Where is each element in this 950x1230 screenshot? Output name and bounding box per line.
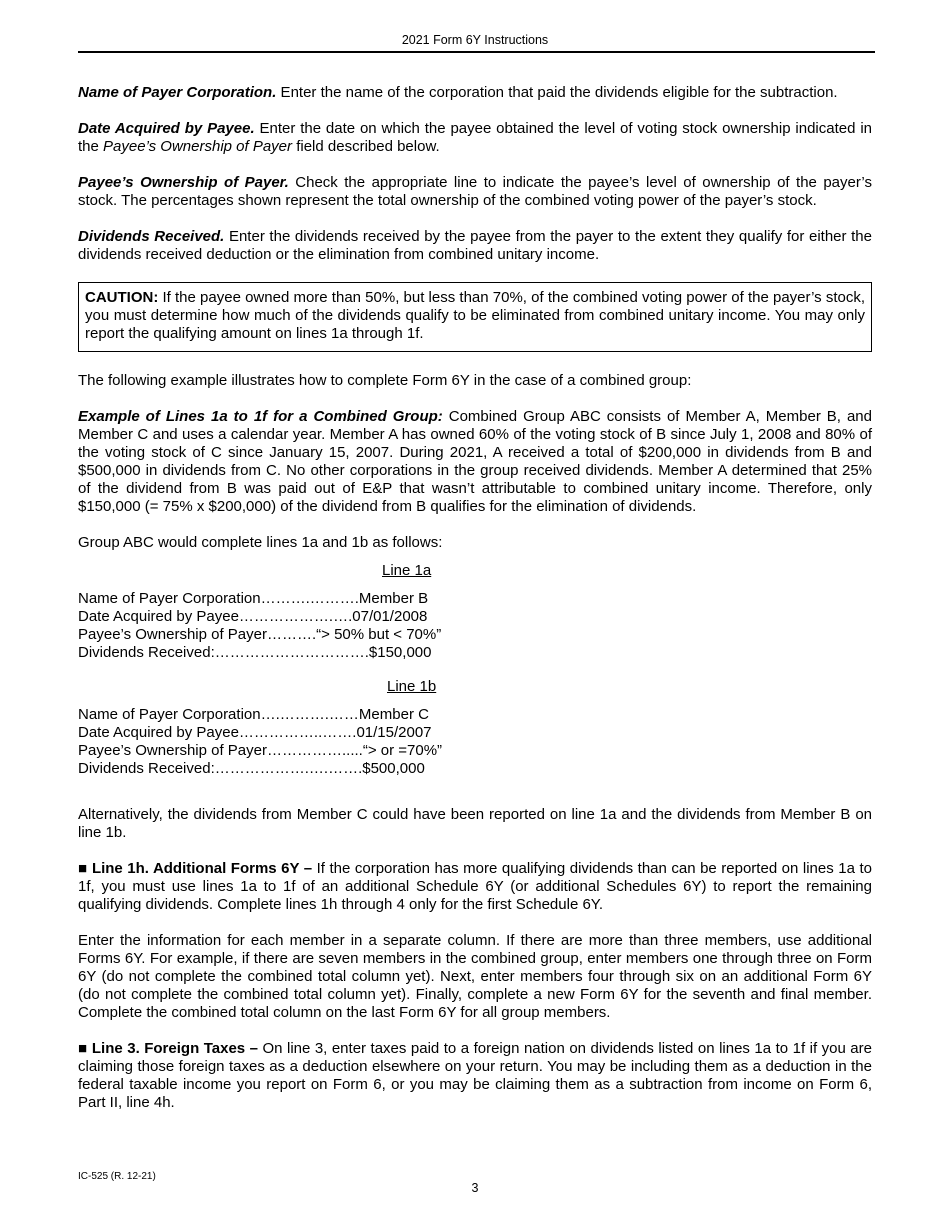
paragraph-group-intro: Group ABC would complete lines 1a and 1b as follows: xyxy=(78,534,443,551)
line-1a-row: Dividends Received:………………………….$150,000 xyxy=(78,644,432,661)
text-line-1h: If the corporation has more qualifying dividends than can be reported on lines 1a to 1f, you must use lines 1a to 1f of an additional Schedule 6Y (or additional Schedules 6Y) to report the remaining qualifying dividends. Complete lines 1h through 4 only for the first Schedule 6Y. xyxy=(78,860,872,913)
paragraph-dividends xyxy=(78,228,872,264)
text-dividends: Enter the dividends received by the payee from the payer to the extent they qualify for either the dividends received deduction or the elimination from combined unitary income. xyxy=(78,228,872,263)
text-date-acquired-ref: Payee’s Ownership of Payer xyxy=(103,138,293,155)
text-example: Combined Group ABC consists of Member A, Member B, and Member C and uses a calendar year. Member A has owned 60% of the voting stock of B since July 1, 2008 and 80% of the voting stock of C since January 15, 2007. During 2021, A received a total of $200,000 in dividends from B and $500,000 in dividends from C. No other corporations in the group received dividends. Member A determined that 25% of the dividend from B was paid out of E&P that wasn’t attributable to combined unitary income. Therefore, only $150,000 (= 75% x $200,000) of the dividend from B qualifies for the elimination of dividends. xyxy=(78,408,872,515)
line-1a-row: Date Acquired by Payee……………….….07/01/2008 xyxy=(78,608,428,625)
term-dividends: Dividends Received. xyxy=(78,228,225,245)
text-date-acquired-1: Enter the date on which the payee obtained the level of voting stock ownership indicated in the xyxy=(78,120,872,155)
line-1a-details xyxy=(78,590,872,662)
caution-text: If the payee owned more than 50%, but less than 70%, of the combined voting power of the payer’s stock, you must determine how much of the dividends qualify to be eliminated from combined unitary income. You may only report the qualifying amount on lines 1a through 1f. xyxy=(85,289,865,342)
header-rule xyxy=(78,51,875,53)
footer-page-number: 3 xyxy=(471,1181,479,1195)
term-line-1h: ■ Line 1h. Additional Forms 6Y – xyxy=(78,860,313,877)
term-line-3: ■ Line 3. Foreign Taxes – xyxy=(78,1040,258,1057)
text-payer-name: Enter the name of the corporation that paid the dividends eligible for the subtraction. xyxy=(276,84,838,101)
paragraph-members-columns: Enter the information for each member in a separate column. If there are more than three members, use additional Forms 6Y. For example, if there are seven members in the combined group, enter members one through three on Form 6Y (do not complete the combined total column yet). Next, enter members four through six on an additional Form 6Y (do not complete the combined total column yet). Finally, complete a new Form 6Y for the seventh and final member. Complete the combined total column on the last Form 6Y for all group members. xyxy=(78,932,872,1021)
term-date-acquired: Date Acquired by Payee. xyxy=(78,120,255,137)
document-body xyxy=(78,84,872,1112)
paragraph-line-3 xyxy=(78,1040,872,1112)
text-line-3: On line 3, enter taxes paid to a foreign nation on dividends listed on lines 1a to 1f if you are claiming those foreign taxes as a deduction elsewhere on your return. You may be including them as a deduction in the federal taxable income you report on Form 6, or you may be claiming them as a subtraction from income on Form 6, Part II, line 4h. xyxy=(78,1040,872,1111)
text-ownership: Check the appropriate line to indicate the payee’s level of ownership of the payer’s stock. The percentages shown represent the total ownership of the combined voting power of the payer’s stock. xyxy=(78,174,872,209)
caution-label: CAUTION: xyxy=(85,289,159,306)
paragraph-example-intro: The following example illustrates how to complete Form 6Y in the case of a combined group: xyxy=(78,372,692,389)
caution-paragraph xyxy=(85,289,865,343)
line-1b-row: Payee’s Ownership of Payer…………….....“> or =70%” xyxy=(78,742,443,759)
paragraph-ownership xyxy=(78,174,872,210)
text-date-acquired-2: field described below. xyxy=(292,138,440,155)
line-1b-row: Dividends Received:……………….….…….$500,000 xyxy=(78,760,425,777)
line-1a-row: Name of Payer Corporation……….……….Member B xyxy=(78,590,429,607)
paragraph-payer-name xyxy=(78,84,872,102)
line-1b-heading: Line 1b xyxy=(387,678,437,695)
paragraph-alternative: Alternatively, the dividends from Member C could have been reported on line 1a and the dividends from Member B on line 1b. xyxy=(78,806,872,841)
term-ownership: Payee’s Ownership of Payer. xyxy=(78,174,289,191)
term-example: Example of Lines 1a to 1f for a Combined Group: xyxy=(78,408,443,425)
line-1b-row: Name of Payer Corporation….……….……Member C xyxy=(78,706,429,723)
paragraph-example xyxy=(78,408,872,516)
line-1a-row: Payee’s Ownership of Payer……….“> 50% but < 70%” xyxy=(78,626,442,643)
paragraph-date-acquired xyxy=(78,120,872,156)
paragraph-line-1h xyxy=(78,860,872,914)
line-1b-details xyxy=(78,706,872,778)
line-1b-row: Date Acquired by Payee……………..…….01/15/2007 xyxy=(78,724,432,741)
line-1a-heading: Line 1a xyxy=(382,562,432,579)
footer-form-id: IC-525 (R. 12-21) xyxy=(78,1171,156,1182)
caution-box xyxy=(78,282,872,352)
term-payer-name: Name of Payer Corporation. xyxy=(78,84,277,101)
page-header-title: 2021 Form 6Y Instructions xyxy=(401,33,549,47)
